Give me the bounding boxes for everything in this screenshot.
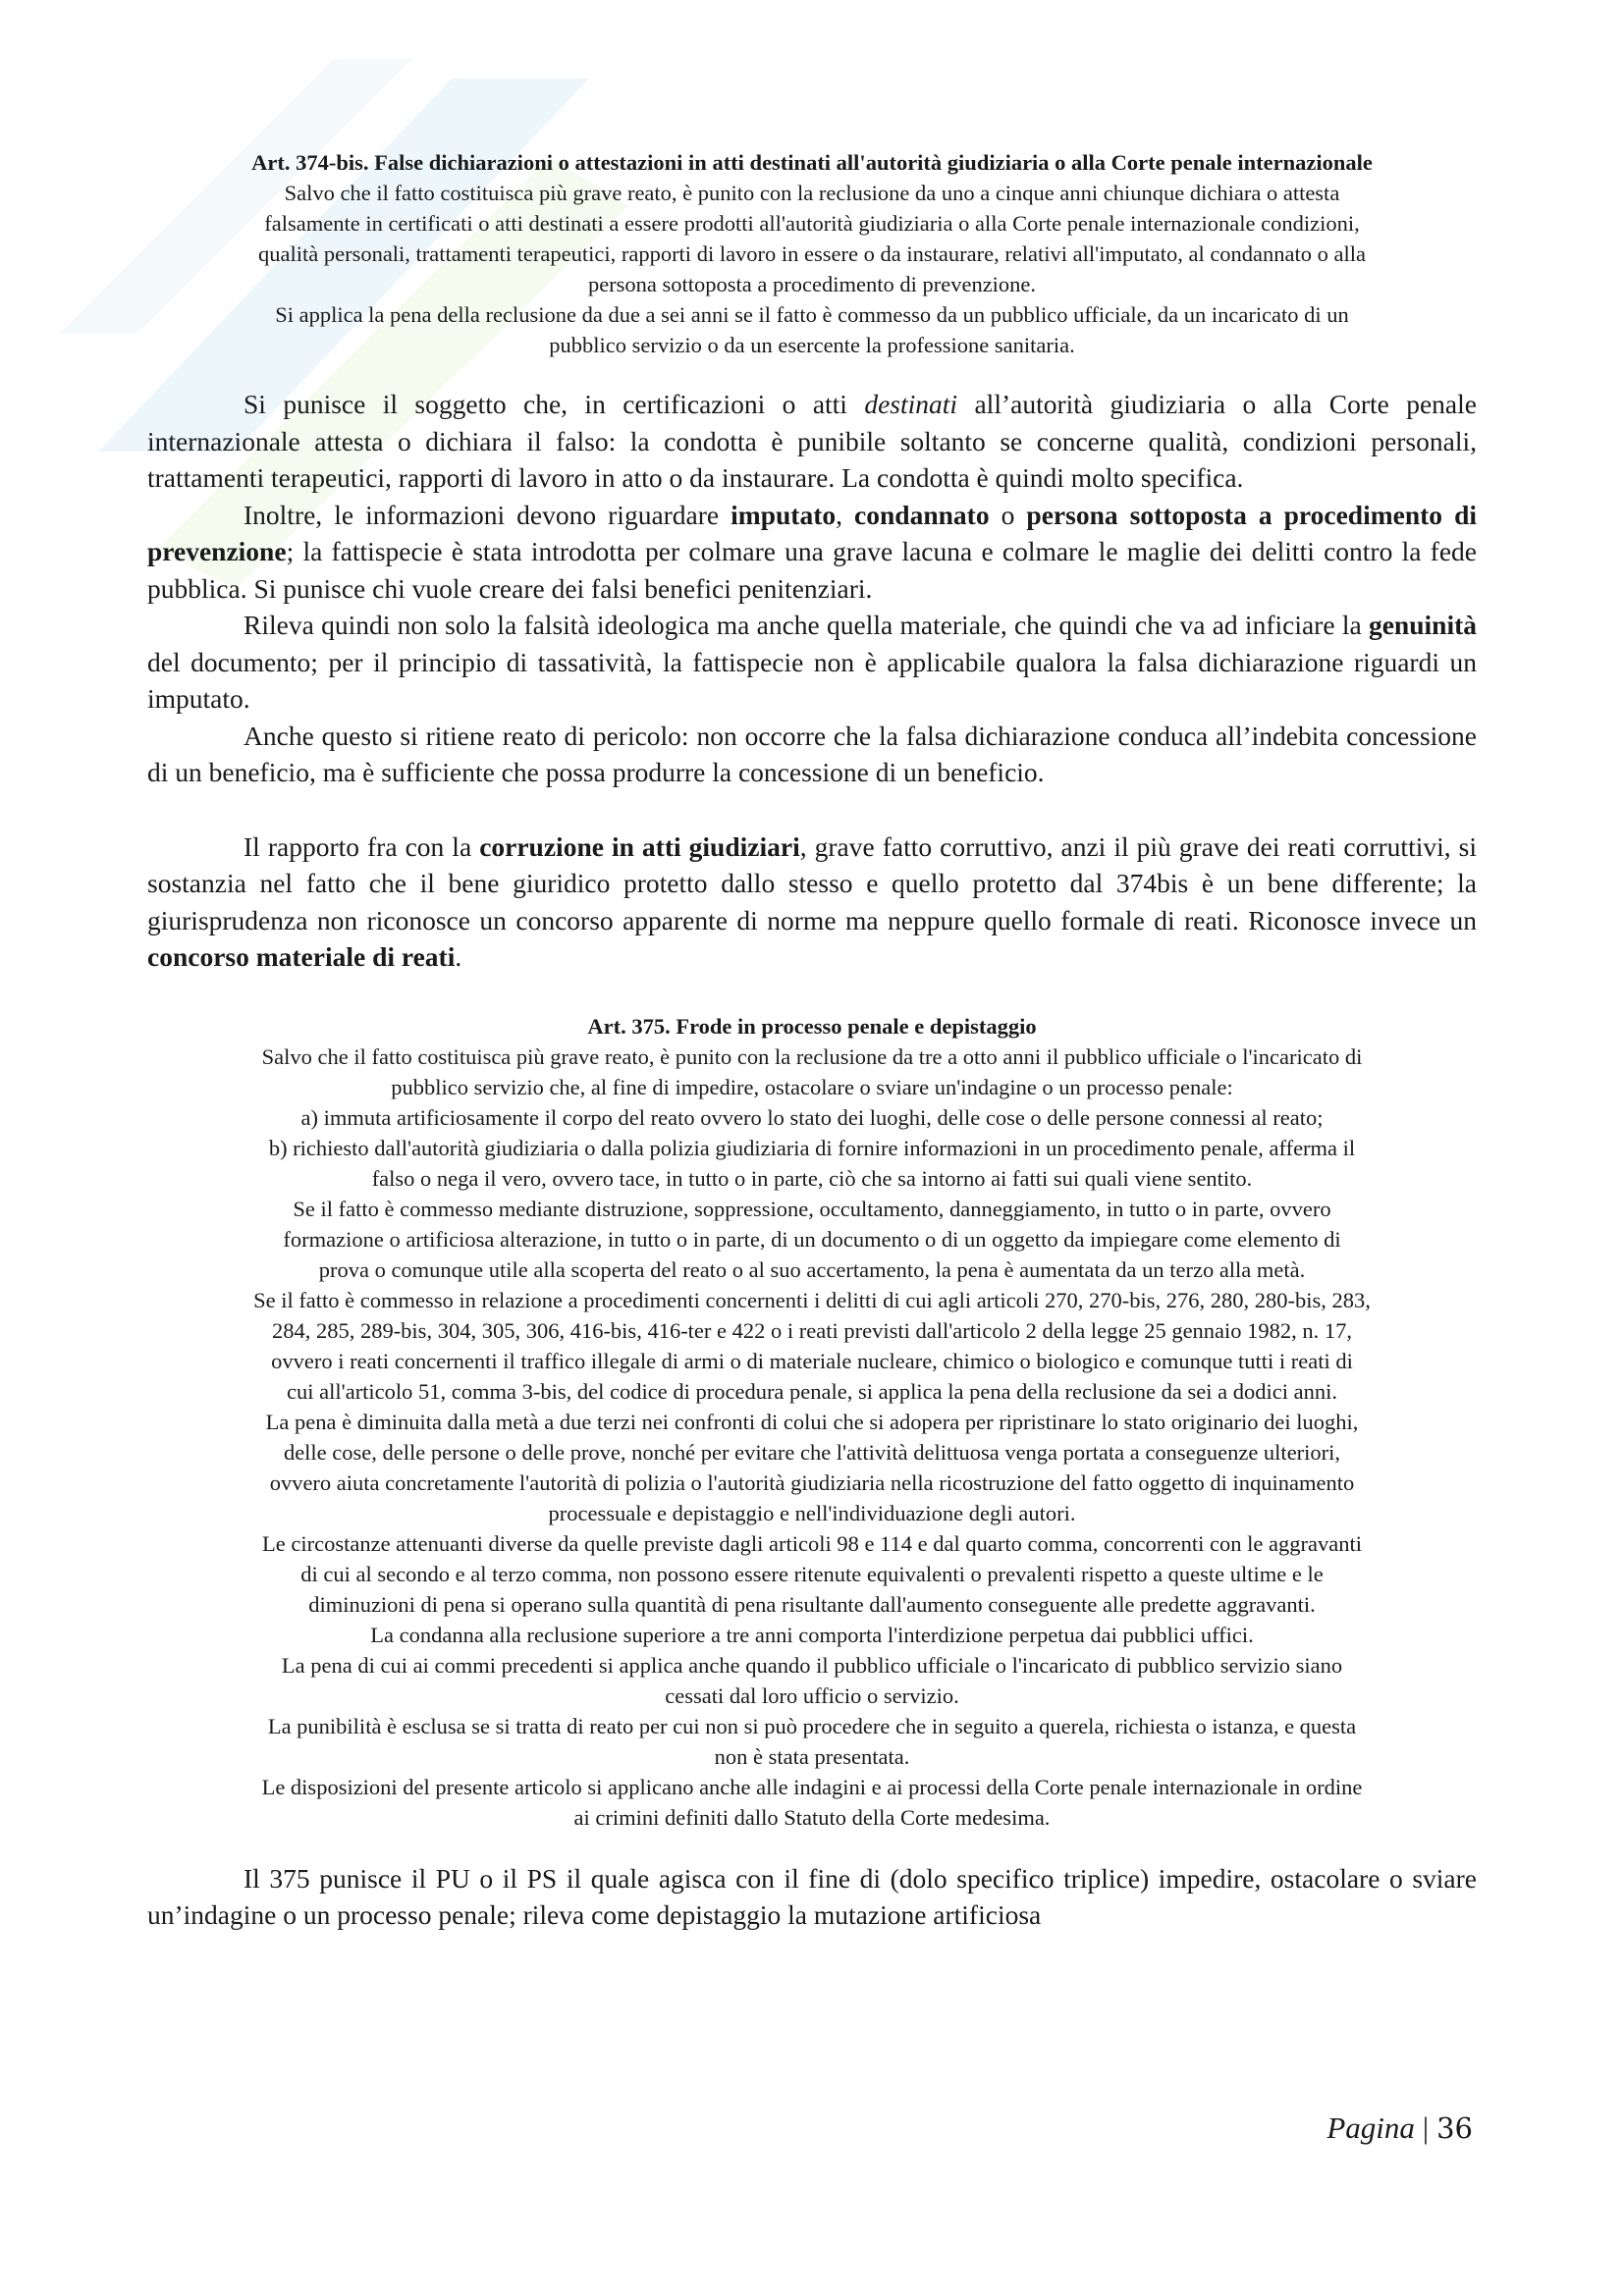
commentary-paragraph: Il rapporto fra con la corruzione in atti giudiziari, grave fatto corruttivo, anzi il più grave dei reati corruttivi, si sostanzia nel fatto che il bene giuridico protetto dallo stesso e quello protetto dal 374bis è un bene differente; la giurisprudenza non riconosce un concorso apparente di norme ma neppure quello formale di reati. Riconosce invece un concorso materiale di reati. [147, 830, 1477, 972]
article-375-line: non è stata presentata. [714, 1743, 910, 1769]
article-375-line: Se il fatto è commesso mediante distruzione, soppressione, occultamento, danneggiamento, in tutto o in parte, ovvero [293, 1196, 1331, 1221]
article-375-line: formazione o artificiosa alterazione, in tutto o in parte, di un documento o di un oggetto da impiegare come elemento di [283, 1226, 1341, 1252]
article-375-line: Se il fatto è commesso in relazione a procedimenti concernenti i delitti di cui agli articoli 270, 270-bis, 276, 280, 280-bis, 283, [253, 1287, 1371, 1312]
article-375-line: cui all'articolo 51, comma 3-bis, del codice di procedura penale, si applica la pena della reclusione da sei a dodici anni. [287, 1378, 1337, 1404]
article-375-line: falso o nega il vero, ovvero tace, in tutto o in parte, ciò che sa intorno ai fatti sui quali viene sentito. [371, 1165, 1253, 1191]
article-374bis-line: persona sottoposta a procedimento di prevenzione. [587, 272, 1037, 296]
article-375-line: Le disposizioni del presente articolo si applicano anche alle indagini e ai processi della Corte penale internazionale in ordine [261, 1774, 1363, 1799]
article-375-line: La condanna alla reclusione superiore a tre anni comporta l'interdizione perpetua dai pubblici uffici. [370, 1622, 1254, 1647]
article-375-line: diminuzioni di pena si operano sulla quantità di pena risultante dall'aumento conseguente alle predette aggravanti. [308, 1591, 1316, 1617]
page-footer [1326, 2110, 1473, 2146]
document-page [147, 147, 1477, 1934]
article-375-line: Le circostanze attenuanti diverse da quelle previste dagli articoli 98 e 114 e dal quarto comma, concorrenti con le aggravanti [262, 1530, 1362, 1556]
commentary-375 [147, 1860, 1477, 1934]
article-375-line: pubblico servizio che, al fine di impedire, ostacolare o sviare un'indagine o un processo penale: [391, 1074, 1233, 1099]
article-375-line: La pena è diminuita dalla metà a due terzi nei confronti di colui che si adopera per ripristinare lo stato originario dei luoghi, [265, 1409, 1359, 1434]
commentary-374bis [147, 386, 1477, 976]
article-375-line: ai crimini definiti dallo Statuto della Corte medesima. [573, 1804, 1051, 1830]
article-375-line: La pena di cui ai commi precedenti si applica anche quando il pubblico ufficiale o l'incaricato di pubblico servizio siano [281, 1652, 1343, 1678]
article-375-line: ovvero aiuta concretamente l'autorità di polizia o l'autorità giudiziaria nella ricostruzione del fatto oggetto di inquinamento [269, 1469, 1355, 1495]
commentary-paragraph: Il 375 punisce il PU o il PS il quale agisca con il fine di (dolo specifico triplice) impedire, ostacolare o sviare un’indagine o un processo penale; rileva come depistaggio la mutazione artificiosa [147, 1862, 1477, 1930]
article-375-line: La punibilità è esclusa se si tratta di reato per cui non si può procedere che in seguito a querela, richiesta o istanza, e questa [267, 1713, 1357, 1738]
article-374bis-line: falsamente in certificati o atti destinati a essere prodotti all'autorità giudiziaria o alla Corte penale internazionale condizioni, [264, 211, 1360, 236]
article-375-line: 284, 285, 289-bis, 304, 305, 306, 416-bis, 416-ter e 422 o i reati previsti dall'articolo 2 della legge 25 gennaio 1982, n. 17, [271, 1317, 1353, 1343]
footer-separator: | [1422, 2110, 1430, 2145]
article-374bis-line: Salvo che il fatto costituisca più grave reato, è punito con la reclusione da uno a cinque anni chiunque dichiara o attesta [284, 181, 1340, 205]
article-375-line: processuale e depistaggio e nell'individuazione degli autori. [548, 1500, 1076, 1525]
commentary-paragraph: Anche questo si ritiene reato di pericolo: non occorre che la falsa dichiarazione conduca all’indebita concessione di un beneficio, ma è sufficiente che possa produrre la concessione di un beneficio. [147, 720, 1477, 787]
article-375-line: ovvero i reati concernenti il traffico illegale di armi o di materiale nucleare, chimico o biologico e comunque tutti i reati di [271, 1348, 1353, 1373]
article-374bis-line: qualità personali, trattamenti terapeutici, rapporti di lavoro in essere o da instaurare, relativi all'imputato, al condannato o alla [257, 241, 1367, 266]
article-375-line: Salvo che il fatto costituisca più grave reato, è punito con la reclusione da tre a otto anni il pubblico ufficiale o l'incaricato di [261, 1043, 1363, 1069]
footer-label: Pagina [1326, 2110, 1415, 2145]
article-374bis-line: pubblico servizio o da un esercente la professione sanitaria. [549, 333, 1075, 357]
article-375-line: prova o comunque utile alla scoperta del reato o al suo accertamento, la pena è aumentata da un terzo alla metà. [318, 1256, 1306, 1282]
article-374bis-title: Art. 374-bis. False dichiarazioni o attestazioni in atti destinati all'autorità giudiziaria o alla Corte penale internazionale [251, 150, 1373, 175]
article-375-line: a) immuta artificiosamente il corpo del reato ovvero lo stato dei luoghi, delle cose o delle persone connessi al reato; [300, 1104, 1324, 1130]
article-375-title: Art. 375. Frode in processo penale e depistaggio [587, 1013, 1037, 1039]
article-375-line: di cui al secondo e al terzo comma, non possono essere ritenute equivalenti o prevalenti rispetto a queste ultime e le [300, 1561, 1324, 1586]
commentary-paragraph: Rileva quindi non solo la falsità ideologica ma anche quella materiale, che quindi che va ad inficiare la genuinità del documento; per il principio di tassatività, la fattispecie non è applicabile qualora la falsa dichiarazione riguardi un imputato. [147, 610, 1477, 714]
article-375-line: delle cose, delle persone o delle prove, nonché per evitare che l'attività delittuosa venga portata a conseguenze ulteriori, [283, 1439, 1341, 1465]
commentary-paragraph: Inoltre, le informazioni devono riguardare imputato, condannato o persona sottoposta a procedimento di prevenzione; la fattispecie è stata introdotta per colmare una grave lacuna e colmare le maglie dei delitti contro la fede pubblica. Si punisce chi vuole creare dei falsi benefici penitenziari. [147, 499, 1478, 604]
page-number: 36 [1436, 2111, 1473, 2145]
article-374bis-line: Si applica la pena della reclusione da due a sei anni se il fatto è commesso da un pubblico ufficiale, da un incaricato di un [275, 302, 1349, 327]
article-375-line: b) richiesto dall'autorità giudiziaria o dalla polizia giudiziaria di fornire informazioni in un procedimento penale, afferma il [268, 1135, 1356, 1160]
article-375 [147, 1011, 1477, 1833]
commentary-paragraph: Si punisce il soggetto che, in certificazioni o atti destinati all’autorità giudiziaria o alla Corte penale internazionale attesta o dichiara il falso: la condotta è punibile soltanto se concerne qualità, condizioni personali, trattamenti terapeutici, rapporti di lavoro in atto o da instaurare. La condotta è quindi molto specifica. [147, 389, 1477, 493]
article-375-line: cessati dal loro ufficio o servizio. [665, 1682, 959, 1708]
article-374bis [147, 147, 1477, 360]
